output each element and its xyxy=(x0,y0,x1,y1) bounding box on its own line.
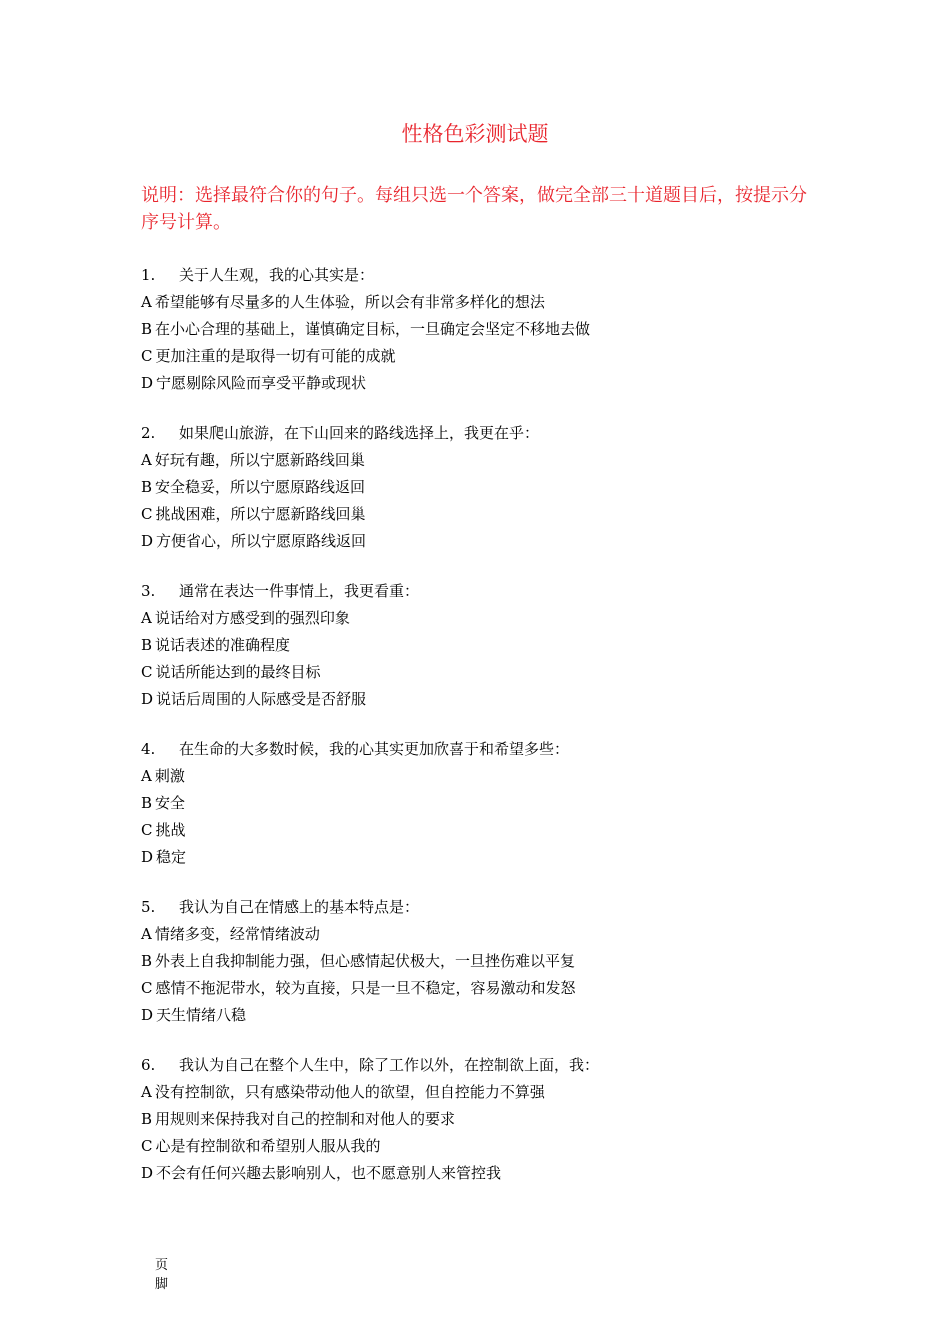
question-block xyxy=(141,1052,821,1187)
option-text: 挑战困难，所以宁愿新路线回巢 xyxy=(155,505,366,523)
answer-option xyxy=(141,474,821,501)
option-text: 方便省心，所以宁愿原路线返回 xyxy=(156,532,367,550)
answer-option xyxy=(141,370,821,397)
option-text: 稳定 xyxy=(156,848,187,866)
option-text: 情绪多变，经常情绪波动 xyxy=(154,925,320,943)
option-letter: C xyxy=(141,347,153,365)
option-text: 说话所能达到的最终目标 xyxy=(155,663,321,681)
option-text: 说话表述的准确程度 xyxy=(155,636,291,654)
answer-option xyxy=(141,316,821,343)
question-number: 1. xyxy=(141,266,156,284)
answer-option xyxy=(141,763,821,790)
option-letter: B xyxy=(141,952,153,970)
page-title: 性格色彩测试题 xyxy=(401,122,549,146)
question-text: 我认为自己在情感上的基本特点是： xyxy=(179,898,420,916)
option-text: 在小心合理的基础上，谨慎确定目标，一旦确定会坚定不移地去做 xyxy=(155,320,591,338)
instructions-paragraph: 说明：选择最符合你的句子。每组只选一个答案，做完全部三十道题目后，按提示分序号计算。 xyxy=(141,185,807,233)
question-heading xyxy=(141,578,821,605)
option-text: 希望能够有尽量多的人生体验，所以会有非常多样化的想法 xyxy=(154,293,545,311)
option-letter: C xyxy=(141,821,153,839)
answer-option xyxy=(141,790,821,817)
option-text: 不会有任何兴趣去影响别人，也不愿意别人来管控我 xyxy=(156,1164,502,1182)
option-letter: C xyxy=(141,1137,153,1155)
option-text: 安全 xyxy=(155,794,186,812)
question-heading xyxy=(141,736,821,763)
option-text: 宁愿剔除风险而享受平静或现状 xyxy=(156,374,367,392)
option-text: 用规则来保持我对自己的控制和对他人的要求 xyxy=(155,1110,456,1128)
question-heading xyxy=(141,262,821,289)
option-text: 外表上自我抑制能力强，但心感情起伏极大，一旦挫伤难以平复 xyxy=(155,952,576,970)
answer-option xyxy=(141,501,821,528)
question-block xyxy=(141,262,821,397)
option-letter: A xyxy=(141,1083,152,1101)
option-letter: B xyxy=(141,320,153,338)
option-text: 挑战 xyxy=(155,821,186,839)
answer-option xyxy=(141,948,821,975)
option-text: 更加注重的是取得一切有可能的成就 xyxy=(155,347,396,365)
question-number: 6. xyxy=(141,1056,156,1074)
option-letter: D xyxy=(141,690,154,708)
option-text: 感情不拖泥带水，较为直接，只是一旦不稳定，容易激动和发怒 xyxy=(155,979,576,997)
option-letter: A xyxy=(141,451,152,469)
option-letter: A xyxy=(141,925,152,943)
answer-option xyxy=(141,1002,821,1029)
option-letter: A xyxy=(141,609,152,627)
option-letter: D xyxy=(141,1006,154,1024)
question-number: 3. xyxy=(141,582,156,600)
question-number: 2. xyxy=(141,424,156,442)
option-letter: D xyxy=(141,532,154,550)
question-heading xyxy=(141,1052,821,1079)
answer-option xyxy=(141,343,821,370)
option-letter: B xyxy=(141,478,153,496)
page-footer: 页脚 xyxy=(155,1258,169,1292)
question-list xyxy=(141,262,821,1210)
option-letter: A xyxy=(141,293,152,311)
answer-option xyxy=(141,817,821,844)
option-text: 安全稳妥，所以宁愿原路线返回 xyxy=(155,478,366,496)
option-letter: B xyxy=(141,1110,153,1128)
option-letter: B xyxy=(141,636,153,654)
question-block xyxy=(141,420,821,555)
option-letter: A xyxy=(141,767,152,785)
answer-option xyxy=(141,605,821,632)
question-text: 在生命的大多数时候，我的心其实更加欣喜于和希望多些： xyxy=(179,740,570,758)
question-number: 5. xyxy=(141,898,156,916)
answer-option xyxy=(141,921,821,948)
answer-option xyxy=(141,632,821,659)
option-letter: C xyxy=(141,505,153,523)
question-block xyxy=(141,894,821,1029)
option-letter: B xyxy=(141,794,153,812)
option-letter: D xyxy=(141,848,154,866)
question-number: 4. xyxy=(141,740,156,758)
question-text: 通常在表达一件事情上，我更看重： xyxy=(179,582,420,600)
question-text: 关于人生观，我的心其实是： xyxy=(179,266,375,284)
question-text: 我认为自己在整个人生中，除了工作以外，在控制欲上面，我： xyxy=(179,1056,600,1074)
option-text: 说话后周围的人际感受是否舒服 xyxy=(156,690,367,708)
option-letter: D xyxy=(141,374,154,392)
option-text: 说话给对方感受到的强烈印象 xyxy=(154,609,350,627)
answer-option xyxy=(141,447,821,474)
answer-option xyxy=(141,686,821,713)
option-letter: D xyxy=(141,1164,154,1182)
option-text: 心是有控制欲和希望别人服从我的 xyxy=(155,1137,381,1155)
option-text: 天生情绪八稳 xyxy=(156,1006,247,1024)
answer-option xyxy=(141,659,821,686)
question-heading xyxy=(141,894,821,921)
option-text: 没有控制欲，只有感染带动他人的欲望，但自控能力不算强 xyxy=(154,1083,545,1101)
answer-option xyxy=(141,1160,821,1187)
answer-option xyxy=(141,1106,821,1133)
answer-option xyxy=(141,528,821,555)
option-letter: C xyxy=(141,979,153,997)
answer-option xyxy=(141,289,821,316)
answer-option xyxy=(141,844,821,871)
question-block xyxy=(141,736,821,871)
question-text: 如果爬山旅游，在下山回来的路线选择上，我更在乎： xyxy=(179,424,540,442)
answer-option xyxy=(141,975,821,1002)
question-heading xyxy=(141,420,821,447)
answer-option xyxy=(141,1079,821,1106)
option-text: 刺激 xyxy=(154,767,185,785)
question-block xyxy=(141,578,821,713)
option-letter: C xyxy=(141,663,153,681)
answer-option xyxy=(141,1133,821,1160)
option-text: 好玩有趣，所以宁愿新路线回巢 xyxy=(154,451,365,469)
